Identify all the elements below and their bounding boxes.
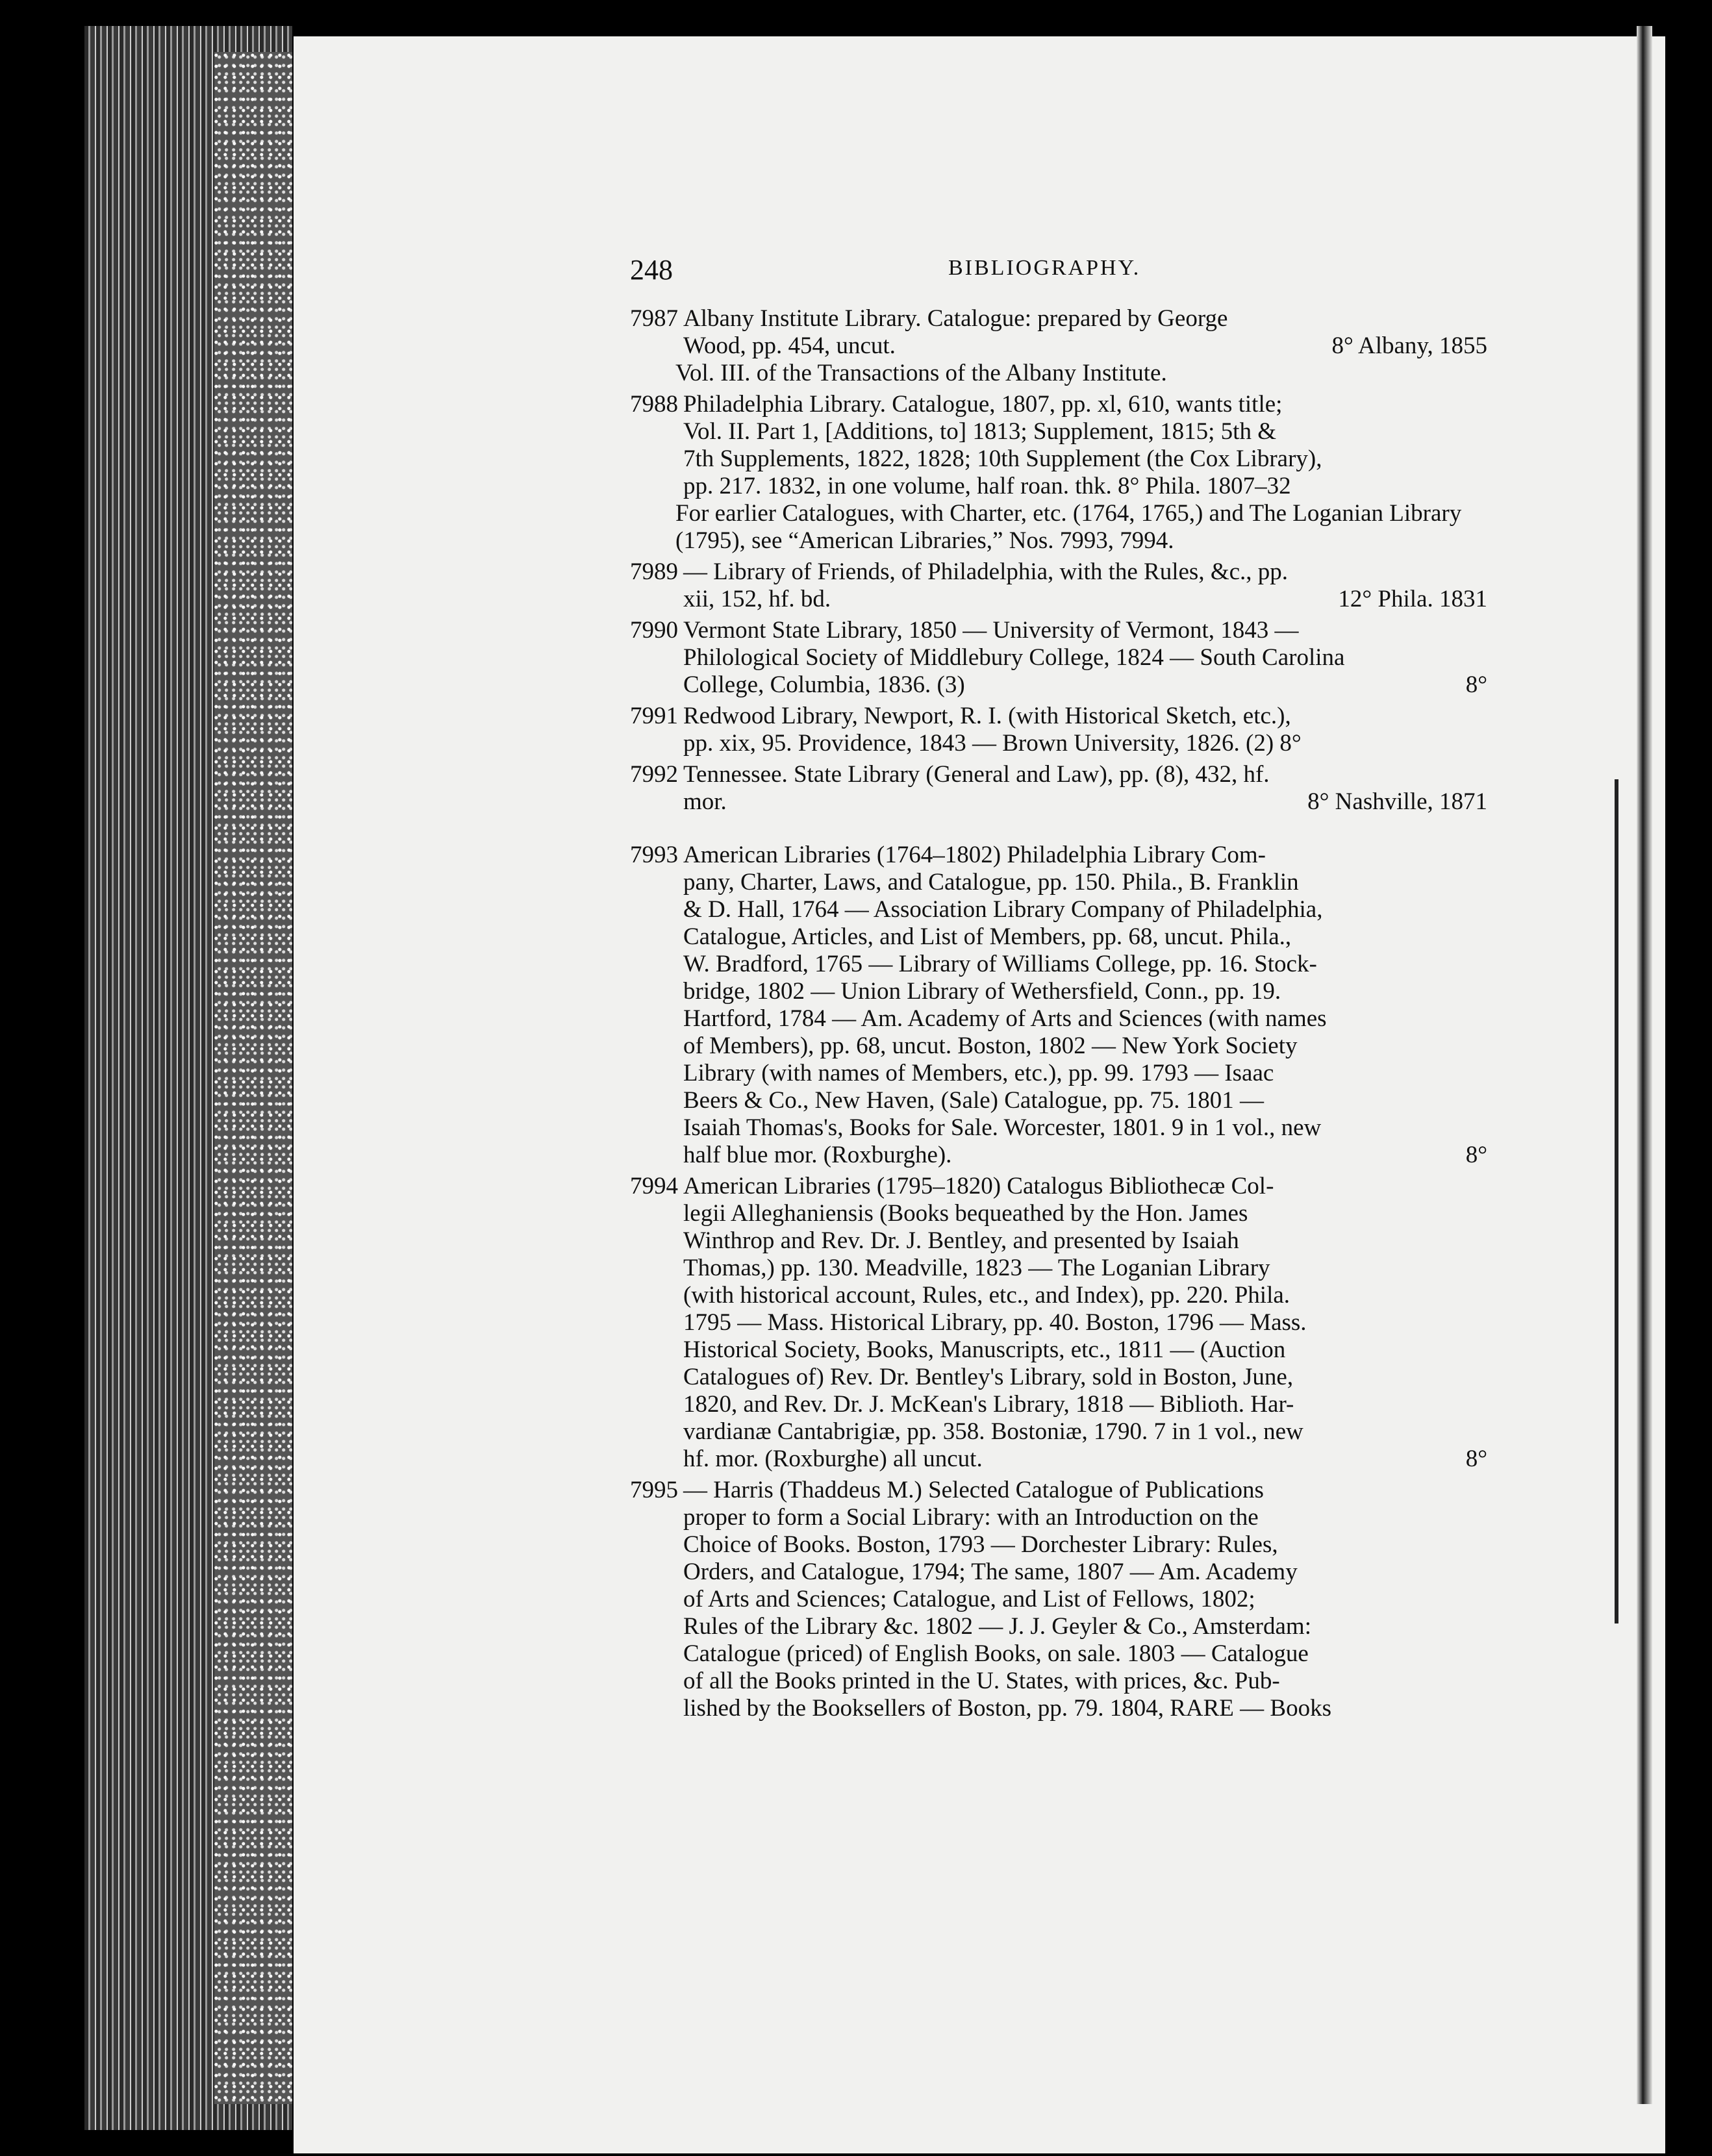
entry-line — [630, 1309, 1487, 1336]
entry-number: 7991 — [630, 703, 678, 729]
entry-text: lished by the Booksellers of Boston, pp. 79. 1804, RARE — Books — [683, 1695, 1331, 1722]
entry-line — [630, 1364, 1487, 1391]
entry-line — [630, 1060, 1487, 1087]
section-gap — [630, 820, 1487, 842]
gutter-line — [1615, 779, 1618, 1623]
entry-text: xii, 152, hf. bd. — [683, 586, 831, 612]
entry-text: proper to form a Social Library: with an Introduction on the — [683, 1504, 1259, 1531]
entry-text: Catalogue, Articles, and List of Members, pp. 68, uncut. Phila., — [683, 923, 1292, 950]
entry-text: — Harris (Thaddeus M.) Selected Catalogue of Publications — [683, 1477, 1264, 1503]
entry-text: College, Columbia, 1836. (3) — [683, 671, 965, 698]
entry-note: Vol. III. of the Transactions of the Albany Institute. — [675, 360, 1167, 386]
entry-line — [630, 1613, 1487, 1640]
entry-number: 7990 — [630, 617, 678, 644]
bibliography-entry — [630, 391, 1487, 555]
entry-text: Hartford, 1784 — Am. Academy of Arts and Sciences (with names — [683, 1005, 1327, 1032]
entry-line — [630, 305, 1487, 332]
entry-text: 1795 — Mass. Historical Library, pp. 40. Boston, 1796 — Mass. — [683, 1309, 1307, 1336]
entry-line — [630, 1586, 1487, 1613]
bibliography-entry — [630, 761, 1487, 816]
entry-imprint: 8° Nashville, 1871 — [1307, 788, 1487, 815]
entry-line — [630, 842, 1487, 869]
entry-imprint: 8° — [1465, 1446, 1487, 1472]
entry-line — [630, 391, 1487, 418]
entry-line — [630, 1173, 1487, 1200]
entry-text: Vermont State Library, 1850 — University of Vermont, 1843 — — [683, 617, 1299, 644]
entry-text: Wood, pp. 454, uncut. — [683, 332, 896, 359]
entry-text: of Members), pp. 68, uncut. Boston, 1802 — New York Society — [683, 1033, 1298, 1059]
entry-line — [630, 1114, 1487, 1142]
bibliography-entry — [630, 558, 1487, 613]
bibliography-entry — [630, 1173, 1487, 1473]
entry-number: 7995 — [630, 1477, 678, 1503]
entry-line — [630, 558, 1487, 586]
entry-text: Albany Institute Library. Catalogue: prepared by George — [683, 305, 1228, 332]
bibliography-entry — [630, 842, 1487, 1169]
entry-text: Choice of Books. Boston, 1793 — Dorchester Library: Rules, — [683, 1531, 1278, 1558]
bibliography-entry — [630, 703, 1487, 757]
speckled-fore-edge — [214, 52, 292, 2104]
entry-line — [630, 1033, 1487, 1060]
entry-number: 7987 — [630, 305, 678, 332]
entry-line — [630, 473, 1487, 500]
entry-line — [630, 730, 1487, 757]
entry-note: (1795), see “American Libraries,” Nos. 7993, 7994. — [675, 527, 1174, 554]
entry-line — [630, 1640, 1487, 1668]
entry-text: 1820, and Rev. Dr. J. McKean's Library, 1818 — Biblioth. Har- — [683, 1391, 1294, 1418]
entry-text: W. Bradford, 1765 — Library of Williams College, pp. 16. Stock- — [683, 951, 1317, 977]
entry-line — [630, 1227, 1487, 1255]
entry-text: — Library of Friends, of Philadelphia, with the Rules, &c., pp. — [683, 558, 1289, 585]
entry-line — [630, 1391, 1487, 1418]
entry-text: hf. mor. (Roxburghe) all uncut. — [683, 1446, 983, 1472]
entry-text: Winthrop and Rev. Dr. J. Bentley, and presented by Isaiah — [683, 1227, 1239, 1254]
entry-imprint: 8° — [1465, 1142, 1487, 1168]
entry-line — [630, 978, 1487, 1005]
entry-text: pany, Charter, Laws, and Catalogue, pp. 150. Phila., B. Franklin — [683, 869, 1299, 896]
entry-text: Catalogues of) Rev. Dr. Bentley's Library, sold in Boston, June, — [683, 1364, 1294, 1390]
entry-text: Library (with names of Members, etc.), pp. 99. 1793 — Isaac — [683, 1060, 1274, 1086]
entry-text: Historical Society, Books, Manuscripts, etc., 1811 — (Auction — [683, 1336, 1286, 1363]
entry-text: American Libraries (1764–1802) Philadelphia Library Com- — [683, 842, 1266, 868]
entry-text: (with historical account, Rules, etc., and Index), pp. 220. Phila. — [683, 1282, 1290, 1309]
entry-line — [630, 1005, 1487, 1033]
entry-line — [630, 1282, 1487, 1309]
bibliography-entry — [630, 617, 1487, 699]
entry-line — [630, 896, 1487, 923]
entry-text: Beers & Co., New Haven, (Sale) Catalogue, pp. 75. 1801 — — [683, 1087, 1264, 1114]
entry-number: 7993 — [630, 842, 678, 868]
entry-line — [630, 1087, 1487, 1114]
entry-line — [630, 1668, 1487, 1695]
entry-line — [630, 761, 1487, 788]
entry-text: American Libraries (1795–1820) Catalogus Bibliothecæ Col- — [683, 1173, 1274, 1199]
entry-line — [630, 1255, 1487, 1282]
entry-line — [630, 1695, 1487, 1722]
entry-line — [630, 1200, 1487, 1227]
page-header — [630, 253, 1461, 292]
entry-number: 7988 — [630, 391, 678, 418]
bibliography-entries — [630, 305, 1487, 1726]
page-number: 248 — [630, 254, 673, 286]
entry-line — [630, 644, 1487, 671]
entry-line — [630, 445, 1487, 473]
entry-line — [630, 923, 1487, 951]
bibliography-entry — [630, 1477, 1487, 1722]
entry-line — [630, 1336, 1487, 1364]
entry-text: Orders, and Catalogue, 1794; The same, 1807 — Am. Academy — [683, 1559, 1298, 1585]
entry-text: Catalogue (priced) of English Books, on sale. 1803 — Catalogue — [683, 1640, 1309, 1667]
entry-text: Isaiah Thomas's, Books for Sale. Worcester, 1801. 9 in 1 vol., new — [683, 1114, 1322, 1141]
entry-text: Vol. II. Part 1, [Additions, to] 1813; Supplement, 1815; 5th & — [683, 418, 1276, 445]
entry-line — [630, 951, 1487, 978]
entry-imprint: 12° Phila. 1831 — [1338, 586, 1487, 612]
entry-text: mor. — [683, 788, 727, 815]
entry-text: bridge, 1802 — Union Library of Wethersfield, Conn., pp. 19. — [683, 978, 1281, 1005]
entry-text: Rules of the Library &c. 1802 — J. J. Geyler & Co., Amsterdam: — [683, 1613, 1311, 1640]
entry-text: of all the Books printed in the U. States, with prices, &c. Pub- — [683, 1668, 1280, 1694]
entry-line — [630, 1418, 1487, 1446]
entry-text: of Arts and Sciences; Catalogue, and List of Fellows, 1802; — [683, 1586, 1255, 1612]
entry-line — [630, 1504, 1487, 1531]
entry-line — [630, 1477, 1487, 1504]
entry-text: Redwood Library, Newport, R. I. (with Historical Sketch, etc.), — [683, 703, 1291, 729]
entry-text: Tennessee. State Library (General and Law), pp. (8), 432, hf. — [683, 761, 1270, 788]
entry-number: 7992 — [630, 761, 678, 788]
entry-text: Thomas,) pp. 130. Meadville, 1823 — The Loganian Library — [683, 1255, 1270, 1281]
running-title: BIBLIOGRAPHY. — [948, 256, 1141, 280]
entry-note: For earlier Catalogues, with Charter, etc. (1764, 1765,) and The Loganian Library — [675, 500, 1462, 527]
entry-text: pp. 217. 1832, in one volume, half roan. thk. 8° Phila. 1807–32 — [683, 473, 1291, 499]
entry-line — [630, 617, 1487, 644]
entry-text: pp. xix, 95. Providence, 1843 — Brown University, 1826. (2) 8° — [683, 730, 1302, 757]
entry-imprint: 8° Albany, 1855 — [1331, 332, 1487, 359]
bibliography-entry — [630, 305, 1487, 387]
entry-text: Philadelphia Library. Catalogue, 1807, pp. xl, 610, wants title; — [683, 391, 1283, 418]
entry-text: Philological Society of Middlebury College, 1824 — South Carolina — [683, 644, 1345, 671]
entry-imprint: 8° — [1465, 671, 1487, 698]
entry-text: & D. Hall, 1764 — Association Library Company of Philadelphia, — [683, 896, 1323, 923]
entry-line — [630, 418, 1487, 445]
entry-line — [630, 703, 1487, 730]
entry-line — [630, 869, 1487, 896]
entry-number: 7989 — [630, 558, 678, 585]
entry-line — [630, 1559, 1487, 1586]
gutter-shadow — [1637, 26, 1652, 2104]
entry-line — [630, 1531, 1487, 1559]
entry-text: vardianæ Cantabrigiæ, pp. 358. Bostoniæ, 1790. 7 in 1 vol., new — [683, 1418, 1303, 1445]
entry-text: 7th Supplements, 1822, 1828; 10th Supplement (the Cox Library), — [683, 445, 1322, 472]
entry-text: half blue mor. (Roxburghe). — [683, 1142, 952, 1168]
entry-text: legii Alleghaniensis (Books bequeathed by the Hon. James — [683, 1200, 1248, 1227]
entry-number: 7994 — [630, 1173, 678, 1199]
